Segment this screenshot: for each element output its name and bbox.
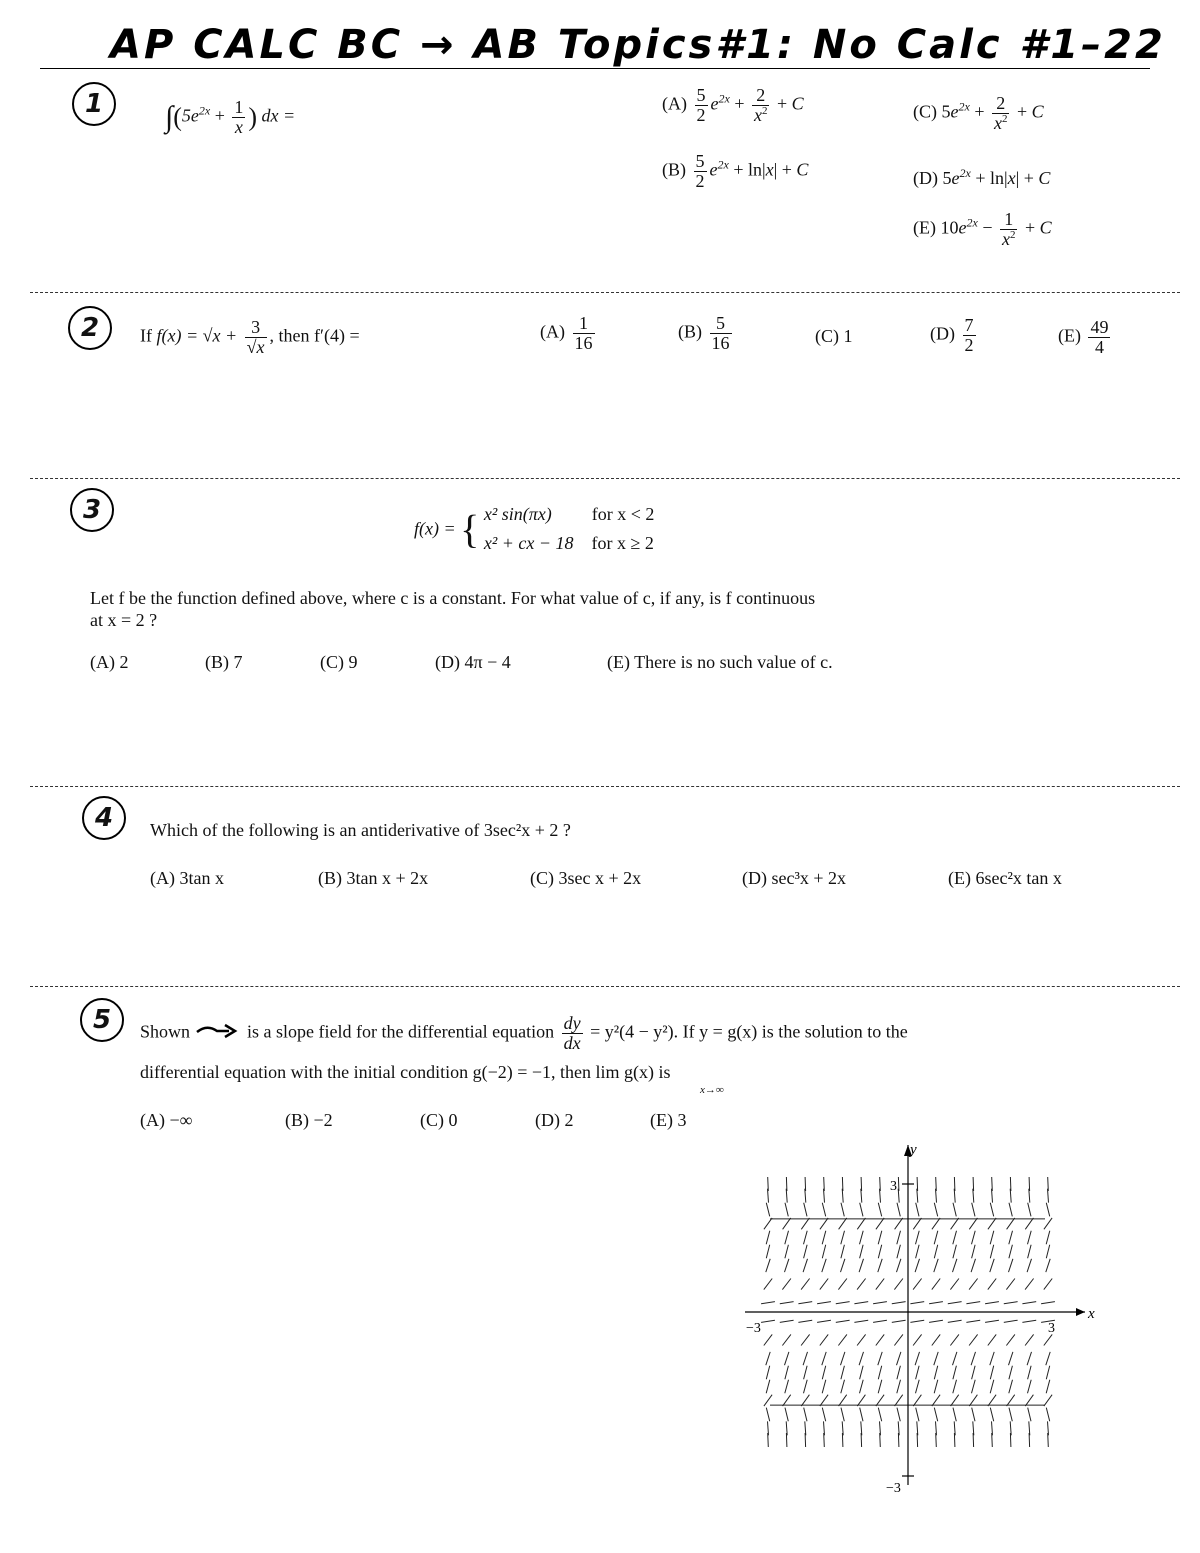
q3-piecewise: f(x) = { x² sin(πx) for x < 2 x² + cx − 18 for x ≥ 2 [414, 504, 655, 553]
slope-segment [1009, 1380, 1013, 1394]
slope-segment [1046, 1245, 1049, 1259]
slope-segment [897, 1408, 900, 1422]
slope-segment [836, 1302, 850, 1304]
slope-segment [910, 1320, 924, 1322]
slope-segment [917, 1433, 918, 1447]
slope-segment [936, 1433, 937, 1447]
q3-choice-c[interactable]: (C) 9 [320, 652, 358, 672]
slope-segment [1046, 1380, 1050, 1394]
slope-segment [1046, 1231, 1050, 1245]
slope-segment [1025, 1395, 1033, 1406]
slope-segment [803, 1352, 807, 1365]
slope-segment [859, 1259, 863, 1272]
q5-choice-a[interactable]: (A) −∞ [140, 1110, 193, 1130]
slope-segment [766, 1259, 770, 1272]
slope-segment [761, 1320, 775, 1322]
x-tick-label-max: 3 [1048, 1321, 1055, 1336]
slope-segment [857, 1279, 866, 1290]
slope-segment [878, 1245, 881, 1259]
slope-segment [820, 1395, 828, 1406]
slope-segment [801, 1395, 809, 1406]
slope-segment [1009, 1203, 1012, 1217]
q2-choice-c[interactable]: (C) 1 [815, 326, 853, 346]
slope-segment [1048, 1433, 1049, 1447]
slope-segment [953, 1203, 956, 1217]
x-tick-label-min: −3 [746, 1321, 761, 1336]
slope-segment [1025, 1334, 1034, 1345]
slope-segment [805, 1433, 806, 1447]
title-underline [40, 68, 1150, 69]
slope-segment [916, 1408, 919, 1422]
slope-segment [876, 1334, 884, 1345]
slope-segment [766, 1352, 770, 1365]
q4-choice-c[interactable]: (C) 3sec x + 2x [530, 868, 642, 888]
slope-segment [1044, 1334, 1052, 1345]
q1-stem: $\int(5e^{2x}$ + $\frac{1}{x}$ ) dx = [165, 97, 296, 137]
slope-segment [873, 1302, 887, 1304]
slope-segment [1046, 1366, 1049, 1380]
slope-segment [1029, 1433, 1030, 1447]
slope-segment [1007, 1395, 1015, 1406]
slope-segment [953, 1245, 957, 1259]
slope-segment [878, 1366, 881, 1380]
x-axis-label: x [1088, 1306, 1095, 1322]
slope-segment [897, 1380, 901, 1394]
q2-choice-e[interactable]: (E) $\frac{49}{4}$ [1058, 317, 1109, 357]
slope-segment [801, 1218, 809, 1229]
slope-segment [860, 1366, 864, 1380]
slope-segment [817, 1302, 831, 1304]
slope-segment [969, 1279, 978, 1290]
slope-segment [966, 1302, 980, 1304]
slope-segment [972, 1231, 976, 1245]
q1-choice-c[interactable]: (C) $5e^{2x}$ + $\frac{2}{x^2}$ + C [913, 93, 1044, 133]
slope-segment [950, 1279, 959, 1290]
slope-segment [988, 1279, 996, 1290]
slope-segment [988, 1218, 996, 1229]
slope-segment [785, 1366, 789, 1380]
slope-segment [841, 1366, 845, 1380]
slope-segment [948, 1320, 962, 1322]
slope-segment [820, 1334, 828, 1345]
slope-segment [990, 1231, 994, 1245]
q5-choice-c[interactable]: (C) 0 [420, 1110, 458, 1130]
slope-segment [798, 1320, 812, 1322]
slope-segment [878, 1203, 881, 1217]
slope-segment [804, 1245, 808, 1259]
slope-segment [854, 1320, 868, 1322]
slope-segment [916, 1203, 919, 1217]
slope-segment [841, 1352, 845, 1365]
slope-segment [988, 1334, 996, 1345]
slope-segment [824, 1433, 825, 1447]
slope-segment [897, 1203, 900, 1217]
slope-segment [804, 1203, 807, 1217]
slope-segment [1004, 1302, 1018, 1304]
slope-segment [1009, 1408, 1012, 1422]
slope-segment [916, 1366, 920, 1380]
slope-segment [1025, 1218, 1033, 1229]
slope-segment [971, 1259, 975, 1272]
question-number-3: 3 [70, 488, 114, 532]
slope-segment [1028, 1408, 1031, 1422]
slope-segment [1004, 1320, 1018, 1322]
slope-segment [1006, 1279, 1015, 1290]
slope-segment [841, 1408, 844, 1422]
y-tick-label-max: 3 [890, 1179, 897, 1194]
q5-choice-d[interactable]: (D) 2 [535, 1110, 574, 1130]
slope-segment [951, 1395, 959, 1406]
slope-segment [764, 1334, 772, 1345]
q4-choice-b[interactable]: (B) 3tan x + 2x [318, 868, 429, 888]
slope-segment [1009, 1259, 1013, 1272]
slope-segment [897, 1352, 901, 1365]
slope-segment [859, 1352, 863, 1365]
slope-segment [1027, 1259, 1031, 1272]
slope-field-graph [740, 1140, 1100, 1500]
slope-segment [953, 1380, 957, 1394]
q2-choice-a[interactable]: (A) $\frac{1}{16}$ [540, 313, 593, 353]
q3-choice-e[interactable]: (E) There is no such value of c. [607, 652, 833, 672]
slope-segment [1044, 1395, 1052, 1406]
slope-segment [801, 1334, 810, 1345]
slope-segment [898, 1433, 899, 1447]
slope-segment [880, 1433, 881, 1447]
slope-segment [972, 1203, 975, 1217]
q1-choice-a[interactable]: (A) $\frac{5}{2}$ $e^{2x}$ + $\frac{2}{x^2}$ + C [662, 85, 804, 125]
slope-segment [990, 1352, 994, 1365]
slope-segment [878, 1380, 882, 1394]
slope-segment [992, 1433, 993, 1447]
slope-segment [916, 1231, 920, 1245]
slope-segment [838, 1334, 847, 1345]
slope-segment [897, 1245, 901, 1259]
slope-segment [766, 1366, 769, 1380]
slope-segment [766, 1380, 770, 1394]
q4-stem: Which of the following is an antiderivative of 3sec²x + 2 ? [150, 820, 571, 840]
slope-segment [822, 1408, 825, 1422]
slope-segment [932, 1334, 940, 1345]
slope-segment [1022, 1302, 1036, 1304]
q2-choice-d[interactable]: (D) $\frac{7}{2}$ [930, 315, 974, 355]
q1-choice-e[interactable]: (E) $10e^{2x}$ − $\frac{1}{x^2}$ + C [913, 209, 1052, 249]
slope-segment [990, 1259, 994, 1272]
slope-segment [785, 1231, 789, 1245]
slope-segment [934, 1259, 938, 1272]
slope-segment [838, 1279, 847, 1290]
slope-segment [782, 1279, 791, 1290]
q5-stem-line-2: differential equation with the initial condition g(−2) = −1, then lim g(x) is [140, 1062, 671, 1082]
slope-segment [954, 1433, 955, 1447]
x-axis-arrow [1076, 1308, 1085, 1316]
slope-segment [1044, 1279, 1052, 1290]
slope-segment [822, 1366, 825, 1380]
slope-segment [841, 1231, 845, 1245]
slope-segment [822, 1352, 826, 1365]
q3-stem-line-2: at x = 2 ? [90, 610, 158, 630]
slope-segment [861, 1433, 862, 1447]
slope-segment [860, 1231, 864, 1245]
slope-segment [990, 1380, 994, 1394]
q4-choice-d[interactable]: (D) sec³x + 2x [742, 868, 847, 888]
slope-segment [860, 1408, 863, 1422]
slope-segment [841, 1245, 845, 1259]
slope-segment [910, 1302, 924, 1304]
slope-segment [768, 1433, 769, 1447]
question-number-4: 4 [82, 796, 126, 840]
q3-choice-d[interactable]: (D) 4π − 4 [435, 652, 511, 672]
slope-segment [857, 1395, 865, 1406]
slope-segment [950, 1334, 959, 1345]
slope-segment [804, 1408, 807, 1422]
slope-segment [783, 1395, 791, 1406]
slope-segment [766, 1203, 769, 1217]
slope-segment [932, 1218, 940, 1229]
page-title: AP CALC BC → AB Topics#1: No Calc #1–22 [110, 22, 1166, 68]
slope-segment [1041, 1302, 1055, 1304]
separator-2 [30, 478, 1180, 479]
slope-segment [932, 1279, 940, 1290]
slope-segment [969, 1218, 977, 1229]
separator-4 [30, 986, 1180, 987]
q1-choice-d[interactable]: (D) $5e^{2x} + \ln|x| + C$ [913, 166, 1051, 188]
slope-segment [761, 1302, 775, 1304]
q4-choice-a[interactable]: (A) 3tan x [150, 868, 224, 888]
slope-segment [897, 1366, 901, 1380]
slope-segment [878, 1231, 882, 1245]
q2-choice-b[interactable]: (B) $\frac{5}{16}$ [678, 313, 730, 353]
q5-stem-line-1: Shown is a slope field for the differential equation $\frac{dy}{dx}$ = y²(4 − y²). If y = g(x) is the solution to the [140, 1013, 908, 1053]
slope-segment [878, 1259, 882, 1272]
slope-segment [953, 1231, 957, 1245]
slope-segment [966, 1320, 980, 1322]
slope-segment [1028, 1203, 1031, 1217]
slope-segment [892, 1320, 906, 1322]
slope-segment [972, 1408, 975, 1422]
q2-stem: If f(x) = √x + $\frac{3}{√x}$ , then f′(4) = [140, 317, 360, 357]
slope-segment [972, 1245, 976, 1259]
slope-segment [878, 1408, 881, 1422]
slope-segment [985, 1320, 999, 1322]
slope-segment [892, 1302, 906, 1304]
slope-segment [785, 1259, 789, 1272]
slope-segment [820, 1279, 828, 1290]
slope-segment [857, 1218, 865, 1229]
slope-segment [953, 1408, 956, 1422]
slope-segment [1009, 1352, 1013, 1365]
slope-segment [934, 1231, 938, 1245]
slope-segment [1009, 1245, 1013, 1259]
slope-segment [804, 1380, 808, 1394]
slope-segment [876, 1395, 884, 1406]
slope-segment [934, 1366, 937, 1380]
slope-segment [990, 1366, 993, 1380]
slope-segment [780, 1302, 794, 1304]
q3-choice-a[interactable]: (A) 2 [90, 652, 129, 672]
question-number-2: 2 [68, 306, 112, 350]
slope-segment [972, 1380, 976, 1394]
slope-segment [934, 1408, 937, 1422]
slope-segment [1025, 1279, 1034, 1290]
slope-segment [854, 1302, 868, 1304]
slope-segment [786, 1433, 787, 1447]
slope-segment [929, 1302, 943, 1304]
slope-segment [990, 1245, 993, 1259]
slope-segment [841, 1259, 845, 1272]
slope-segment [969, 1395, 977, 1406]
y-axis-label: y [910, 1142, 917, 1158]
slope-segment [780, 1320, 794, 1322]
slope-segment [988, 1395, 996, 1406]
slope-segment [842, 1433, 843, 1447]
q5-choice-e[interactable]: (E) 3 [650, 1110, 687, 1130]
slope-segment [1022, 1320, 1036, 1322]
slope-segment [916, 1245, 920, 1259]
slope-segment [860, 1380, 864, 1394]
slope-segment [785, 1245, 789, 1259]
slope-segment [929, 1320, 943, 1322]
slope-segment [932, 1395, 940, 1406]
slope-segment [860, 1203, 863, 1217]
slope-segment [1028, 1380, 1032, 1394]
slope-segment [839, 1395, 847, 1406]
slope-segment [860, 1245, 864, 1259]
slope-segment [766, 1245, 769, 1259]
slope-segment [915, 1259, 919, 1272]
slope-segment [934, 1352, 938, 1365]
q4-choice-e[interactable]: (E) 6sec²x tan x [948, 868, 1062, 888]
slope-segment [913, 1334, 922, 1345]
slope-segment [822, 1259, 826, 1272]
slope-segment [894, 1334, 903, 1345]
slope-segment [785, 1203, 788, 1217]
slope-segment [934, 1380, 938, 1394]
slope-segment [822, 1245, 825, 1259]
slope-segment [785, 1380, 789, 1394]
slope-segment [1046, 1352, 1050, 1365]
slope-segment [1044, 1218, 1052, 1229]
slope-segment [894, 1279, 903, 1290]
slope-segment [897, 1231, 901, 1245]
slope-segment [973, 1433, 974, 1447]
slope-segment [785, 1352, 789, 1365]
separator-1 [30, 292, 1180, 293]
slope-segment [822, 1203, 825, 1217]
slope-segment [817, 1320, 831, 1322]
q1-choice-b[interactable]: (B) $\frac{5}{2}$ $e^{2x} + \ln|x| + C$ [662, 151, 809, 191]
slope-segment [934, 1203, 937, 1217]
hand-arrow-icon [195, 1022, 243, 1045]
slope-segment [913, 1395, 921, 1406]
slope-segment [803, 1259, 807, 1272]
slope-segment [1046, 1203, 1049, 1217]
slope-segment [969, 1334, 978, 1345]
y-tick-label-min: −3 [886, 1481, 901, 1496]
slope-segment [782, 1334, 791, 1345]
slope-segment [953, 1366, 957, 1380]
slope-segment [876, 1279, 884, 1290]
slope-segment [841, 1380, 845, 1394]
slope-segment [1028, 1366, 1032, 1380]
slope-segment [766, 1408, 769, 1422]
slope-segment [895, 1395, 903, 1406]
slope-segment [764, 1279, 772, 1290]
slope-segment [951, 1218, 959, 1229]
slope-segment [897, 1259, 901, 1272]
q5-lim-subscript: x→∞ [700, 1084, 724, 1096]
slope-segment [985, 1302, 999, 1304]
slope-segment [804, 1231, 808, 1245]
slope-segment [878, 1352, 882, 1365]
slope-segment [766, 1231, 770, 1245]
slope-segment [953, 1259, 957, 1272]
slope-segment [895, 1218, 903, 1229]
slope-segment [764, 1395, 772, 1406]
slope-segment [857, 1334, 866, 1345]
slope-segment [1009, 1366, 1013, 1380]
slope-segment [934, 1245, 937, 1259]
slope-segment [783, 1218, 791, 1229]
slope-segment [913, 1279, 922, 1290]
q3-stem-line-1: Let f be the function defined above, where c is a constant. For what value of c, if any, is f continuous [90, 588, 816, 608]
slope-segment [873, 1320, 887, 1322]
slope-segment [1009, 1231, 1013, 1245]
slope-segment [1028, 1245, 1032, 1259]
slope-segment [915, 1352, 919, 1365]
slope-segment [972, 1366, 976, 1380]
slope-segment [798, 1302, 812, 1304]
slope-segment [990, 1408, 993, 1422]
slope-segment [913, 1218, 921, 1229]
slope-segment [990, 1203, 993, 1217]
slope-segment [839, 1218, 847, 1229]
slope-segment [841, 1203, 844, 1217]
slope-segment [785, 1408, 788, 1422]
slope-segment [836, 1320, 850, 1322]
slope-segment [953, 1352, 957, 1365]
separator-3 [30, 786, 1180, 787]
q5-choice-b[interactable]: (B) −2 [285, 1110, 333, 1130]
slope-segment [948, 1302, 962, 1304]
slope-segment [1007, 1218, 1015, 1229]
q3-choice-b[interactable]: (B) 7 [205, 652, 243, 672]
slope-segment [1006, 1334, 1015, 1345]
slope-segment [1027, 1352, 1031, 1365]
slope-segment [822, 1231, 826, 1245]
slope-segment [764, 1218, 772, 1229]
slope-segment [1028, 1231, 1032, 1245]
slope-segment [1046, 1408, 1049, 1422]
question-number-5: 5 [80, 998, 124, 1042]
question-number-1: 1 [72, 82, 116, 126]
slope-segment [804, 1366, 808, 1380]
slope-segment [916, 1380, 920, 1394]
slope-segment [820, 1218, 828, 1229]
slope-segment [1046, 1259, 1050, 1272]
slope-segment [876, 1218, 884, 1229]
slope-segment [971, 1352, 975, 1365]
slope-segment [801, 1279, 810, 1290]
slope-segment [822, 1380, 826, 1394]
slope-segment [1010, 1433, 1011, 1447]
